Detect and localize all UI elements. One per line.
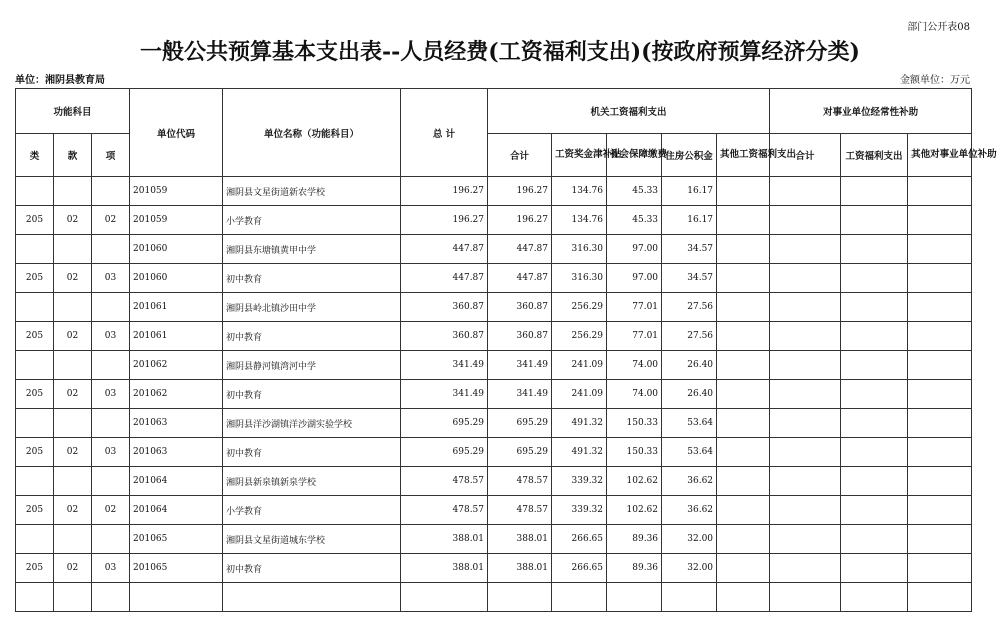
xiang-cell: 03 xyxy=(92,380,130,409)
xiang-cell xyxy=(92,293,130,322)
sum-cell: 388.01 xyxy=(488,554,552,583)
xiang-cell xyxy=(92,525,130,554)
housing-cell: 27.56 xyxy=(662,293,717,322)
inst-other-cell xyxy=(908,467,972,496)
code-cell: 201062 xyxy=(130,351,223,380)
code-cell: 201060 xyxy=(130,235,223,264)
name-cell: 湘阴县东塘镇黄甲中学 xyxy=(223,235,401,264)
sum-cell: 478.57 xyxy=(488,496,552,525)
agency-sum-header: 合计 xyxy=(488,134,552,177)
table-row xyxy=(16,525,972,554)
total-cell: 478.57 xyxy=(401,496,488,525)
lei-cell xyxy=(16,409,54,438)
other-cell xyxy=(717,293,770,322)
total-cell: 388.01 xyxy=(401,525,488,554)
lei-cell: 205 xyxy=(16,206,54,235)
sum-cell: 196.27 xyxy=(488,177,552,206)
code-cell: 201061 xyxy=(130,293,223,322)
xiang-cell: 03 xyxy=(92,438,130,467)
name-cell: 初中教育 xyxy=(223,438,401,467)
name-cell: 湘阴县新泉镇新泉学校 xyxy=(223,467,401,496)
sum-cell: 478.57 xyxy=(488,467,552,496)
inst-wage-cell xyxy=(841,409,908,438)
inst-wage-cell xyxy=(841,467,908,496)
social-cell: 74.00 xyxy=(607,351,662,380)
other-cell xyxy=(717,351,770,380)
inst-other-cell xyxy=(908,583,972,612)
name-cell xyxy=(223,583,401,612)
inst-wage-cell xyxy=(841,380,908,409)
wage-cell: 316.30 xyxy=(552,235,607,264)
total-cell: 341.49 xyxy=(401,351,488,380)
kuan-cell xyxy=(54,525,92,554)
name-cell: 湘阴县静河镇湾河中学 xyxy=(223,351,401,380)
unit-label: 单位：湘阴县教育局 xyxy=(15,75,105,86)
table-row xyxy=(16,409,972,438)
lei-cell: 205 xyxy=(16,322,54,351)
sum-cell: 341.49 xyxy=(488,380,552,409)
inst-sum-cell xyxy=(770,583,841,612)
func-group-header: 功能科目 xyxy=(16,89,130,134)
total-cell: 360.87 xyxy=(401,293,488,322)
kuan-header: 款 xyxy=(54,134,92,177)
table-row xyxy=(16,496,972,525)
code-cell: 201059 xyxy=(130,177,223,206)
other-cell xyxy=(717,583,770,612)
inst-wage-cell xyxy=(841,438,908,467)
table-row xyxy=(16,177,972,206)
inst-wage-cell xyxy=(841,177,908,206)
budget-table xyxy=(15,88,997,612)
inst-other-cell xyxy=(908,380,972,409)
inst-other-cell xyxy=(908,264,972,293)
name-cell: 小学教育 xyxy=(223,206,401,235)
inst-sum-cell xyxy=(770,525,841,554)
lei-header: 类 xyxy=(16,134,54,177)
inst-sum-cell xyxy=(770,293,841,322)
code-cell: 201064 xyxy=(130,496,223,525)
unit-code-header: 单位代码 xyxy=(130,89,223,177)
kuan-cell xyxy=(54,467,92,496)
sum-cell: 447.87 xyxy=(488,235,552,264)
inst-wage-header: 工资福利支出 xyxy=(841,134,908,177)
other-cell xyxy=(717,380,770,409)
sum-cell: 196.27 xyxy=(488,206,552,235)
social-cell: 150.33 xyxy=(607,438,662,467)
kuan-cell: 02 xyxy=(54,264,92,293)
inst-sum-cell xyxy=(770,380,841,409)
housing-cell: 32.00 xyxy=(662,554,717,583)
inst-wage-cell xyxy=(841,235,908,264)
name-cell: 湘阴县岭北镇沙田中学 xyxy=(223,293,401,322)
lei-cell: 205 xyxy=(16,438,54,467)
inst-wage-cell xyxy=(841,525,908,554)
sum-cell xyxy=(488,583,552,612)
xiang-header: 项 xyxy=(92,134,130,177)
social-cell: 97.00 xyxy=(607,235,662,264)
code-cell: 201065 xyxy=(130,525,223,554)
housing-cell: 53.64 xyxy=(662,438,717,467)
inst-other-header: 其他对事业单位补助 xyxy=(908,134,972,177)
social-cell: 45.33 xyxy=(607,206,662,235)
table-row xyxy=(16,235,972,264)
agency-social-header: 社会保障缴费 xyxy=(607,134,662,177)
social-cell: 45.33 xyxy=(607,177,662,206)
code-cell: 201063 xyxy=(130,438,223,467)
inst-sum-cell xyxy=(770,467,841,496)
name-cell: 初中教育 xyxy=(223,264,401,293)
name-cell: 湘阴县洋沙湖镇洋沙湖实验学校 xyxy=(223,409,401,438)
table-code: 部门公开表08 xyxy=(907,22,970,33)
xiang-cell: 03 xyxy=(92,264,130,293)
code-cell: 201060 xyxy=(130,264,223,293)
social-cell: 74.00 xyxy=(607,380,662,409)
table-row xyxy=(16,380,972,409)
table-row xyxy=(16,264,972,293)
table-row xyxy=(16,206,972,235)
inst-wage-cell xyxy=(841,351,908,380)
housing-cell: 16.17 xyxy=(662,206,717,235)
page-title: 一般公共预算基本支出表--人员经费(工资福利支出)(按政府预算经济分类) xyxy=(140,39,860,65)
unit-name-header: 单位名称（功能科目） xyxy=(223,89,401,177)
lei-cell xyxy=(16,177,54,206)
inst-wage-cell xyxy=(841,293,908,322)
inst-other-cell xyxy=(908,293,972,322)
wage-cell: 339.32 xyxy=(552,496,607,525)
wage-cell: 241.09 xyxy=(552,351,607,380)
wage-cell: 491.32 xyxy=(552,438,607,467)
xiang-cell xyxy=(92,235,130,264)
inst-sum-cell xyxy=(770,554,841,583)
wage-cell: 316.30 xyxy=(552,264,607,293)
table-row xyxy=(16,554,972,583)
total-cell: 196.27 xyxy=(401,177,488,206)
kuan-cell: 02 xyxy=(54,322,92,351)
sum-cell: 695.29 xyxy=(488,438,552,467)
inst-wage-cell xyxy=(841,264,908,293)
xiang-cell xyxy=(92,177,130,206)
housing-cell: 34.57 xyxy=(662,235,717,264)
other-cell xyxy=(717,467,770,496)
agency-group-header: 机关工资福利支出 xyxy=(488,89,770,134)
inst-wage-cell xyxy=(841,583,908,612)
xiang-cell xyxy=(92,351,130,380)
housing-cell: 53.64 xyxy=(662,409,717,438)
agency-wage-header: 工资奖金津补贴 xyxy=(552,134,607,177)
xiang-cell: 02 xyxy=(92,496,130,525)
inst-other-cell xyxy=(908,438,972,467)
kuan-cell xyxy=(54,351,92,380)
wage-cell: 134.76 xyxy=(552,177,607,206)
lei-cell xyxy=(16,467,54,496)
code-cell xyxy=(130,583,223,612)
kuan-cell xyxy=(54,583,92,612)
social-cell: 97.00 xyxy=(607,264,662,293)
inst-sum-header: 合计 xyxy=(770,134,841,177)
lei-cell: 205 xyxy=(16,496,54,525)
lei-cell: 205 xyxy=(16,380,54,409)
inst-sum-cell xyxy=(770,322,841,351)
name-cell: 湘阴县文星街道城东学校 xyxy=(223,525,401,554)
total-cell: 478.57 xyxy=(401,467,488,496)
other-cell xyxy=(717,438,770,467)
social-cell: 77.01 xyxy=(607,293,662,322)
housing-cell: 36.62 xyxy=(662,496,717,525)
code-cell: 201064 xyxy=(130,467,223,496)
total-cell: 695.29 xyxy=(401,409,488,438)
total-cell: 388.01 xyxy=(401,554,488,583)
code-cell: 201062 xyxy=(130,380,223,409)
inst-sum-cell xyxy=(770,496,841,525)
name-cell: 湘阴县文星街道新农学校 xyxy=(223,177,401,206)
other-cell xyxy=(717,496,770,525)
kuan-cell: 02 xyxy=(54,438,92,467)
code-cell: 201063 xyxy=(130,409,223,438)
other-cell xyxy=(717,235,770,264)
total-cell xyxy=(401,583,488,612)
name-cell: 初中教育 xyxy=(223,380,401,409)
social-cell: 150.33 xyxy=(607,409,662,438)
kuan-cell: 02 xyxy=(54,380,92,409)
sum-cell: 695.29 xyxy=(488,409,552,438)
inst-other-cell xyxy=(908,206,972,235)
inst-other-cell xyxy=(908,496,972,525)
sum-cell: 388.01 xyxy=(488,525,552,554)
inst-wage-cell xyxy=(841,554,908,583)
kuan-cell: 02 xyxy=(54,554,92,583)
inst-other-cell xyxy=(908,351,972,380)
table-row xyxy=(16,438,972,467)
code-cell: 201059 xyxy=(130,206,223,235)
wage-cell: 266.65 xyxy=(552,554,607,583)
name-cell: 初中教育 xyxy=(223,554,401,583)
sum-cell: 447.87 xyxy=(488,264,552,293)
sum-cell: 341.49 xyxy=(488,351,552,380)
other-cell xyxy=(717,206,770,235)
other-cell xyxy=(717,177,770,206)
amount-unit: 金额单位：万元 xyxy=(900,75,970,86)
other-cell xyxy=(717,525,770,554)
inst-sum-cell xyxy=(770,177,841,206)
inst-other-cell xyxy=(908,235,972,264)
agency-housing-header: 住房公积金 xyxy=(662,134,717,177)
name-cell: 小学教育 xyxy=(223,496,401,525)
kuan-cell: 02 xyxy=(54,206,92,235)
sum-cell: 360.87 xyxy=(488,322,552,351)
kuan-cell xyxy=(54,409,92,438)
other-cell xyxy=(717,554,770,583)
xiang-cell: 02 xyxy=(92,206,130,235)
inst-sum-cell xyxy=(770,264,841,293)
inst-other-cell xyxy=(908,554,972,583)
total-cell: 196.27 xyxy=(401,206,488,235)
table-body xyxy=(16,177,972,612)
inst-sum-cell xyxy=(770,351,841,380)
total-header: 总 计 xyxy=(401,89,488,177)
wage-cell: 266.65 xyxy=(552,525,607,554)
table-row xyxy=(16,293,972,322)
housing-cell: 26.40 xyxy=(662,380,717,409)
total-cell: 695.29 xyxy=(401,438,488,467)
lei-cell: 205 xyxy=(16,264,54,293)
inst-other-cell xyxy=(908,322,972,351)
inst-wage-cell xyxy=(841,206,908,235)
social-cell: 102.62 xyxy=(607,467,662,496)
inst-group-header: 对事业单位经常性补助 xyxy=(770,89,972,134)
inst-wage-cell xyxy=(841,322,908,351)
social-cell: 102.62 xyxy=(607,496,662,525)
total-cell: 447.87 xyxy=(401,235,488,264)
housing-cell xyxy=(662,583,717,612)
lei-cell: 205 xyxy=(16,554,54,583)
wage-cell xyxy=(552,583,607,612)
code-cell: 201065 xyxy=(130,554,223,583)
housing-cell: 34.57 xyxy=(662,264,717,293)
social-cell: 89.36 xyxy=(607,525,662,554)
lei-cell xyxy=(16,351,54,380)
housing-cell: 27.56 xyxy=(662,322,717,351)
xiang-cell xyxy=(92,467,130,496)
table-row xyxy=(16,583,972,612)
code-cell: 201061 xyxy=(130,322,223,351)
table-row xyxy=(16,322,972,351)
xiang-cell: 03 xyxy=(92,322,130,351)
name-cell: 初中教育 xyxy=(223,322,401,351)
total-cell: 360.87 xyxy=(401,322,488,351)
xiang-cell xyxy=(92,409,130,438)
wage-cell: 491.32 xyxy=(552,409,607,438)
kuan-cell xyxy=(54,177,92,206)
lei-cell xyxy=(16,525,54,554)
agency-other-header: 其他工资福利支出 xyxy=(717,134,770,177)
kuan-cell xyxy=(54,235,92,264)
other-cell xyxy=(717,409,770,438)
social-cell: 77.01 xyxy=(607,322,662,351)
wage-cell: 339.32 xyxy=(552,467,607,496)
xiang-cell: 03 xyxy=(92,554,130,583)
social-cell: 89.36 xyxy=(607,554,662,583)
inst-other-cell xyxy=(908,525,972,554)
kuan-cell xyxy=(54,293,92,322)
housing-cell: 36.62 xyxy=(662,467,717,496)
housing-cell: 32.00 xyxy=(662,525,717,554)
xiang-cell xyxy=(92,583,130,612)
lei-cell xyxy=(16,235,54,264)
housing-cell: 26.40 xyxy=(662,351,717,380)
inst-sum-cell xyxy=(770,438,841,467)
wage-cell: 256.29 xyxy=(552,293,607,322)
kuan-cell: 02 xyxy=(54,496,92,525)
table-row xyxy=(16,467,972,496)
wage-cell: 241.09 xyxy=(552,380,607,409)
other-cell xyxy=(717,322,770,351)
total-cell: 447.87 xyxy=(401,264,488,293)
lei-cell xyxy=(16,293,54,322)
sum-cell: 360.87 xyxy=(488,293,552,322)
social-cell xyxy=(607,583,662,612)
inst-other-cell xyxy=(908,177,972,206)
lei-cell xyxy=(16,583,54,612)
table-row xyxy=(16,351,972,380)
inst-sum-cell xyxy=(770,206,841,235)
inst-wage-cell xyxy=(841,496,908,525)
wage-cell: 256.29 xyxy=(552,322,607,351)
wage-cell: 134.76 xyxy=(552,206,607,235)
inst-sum-cell xyxy=(770,409,841,438)
housing-cell: 16.17 xyxy=(662,177,717,206)
total-cell: 341.49 xyxy=(401,380,488,409)
inst-sum-cell xyxy=(770,235,841,264)
other-cell xyxy=(717,264,770,293)
inst-other-cell xyxy=(908,409,972,438)
